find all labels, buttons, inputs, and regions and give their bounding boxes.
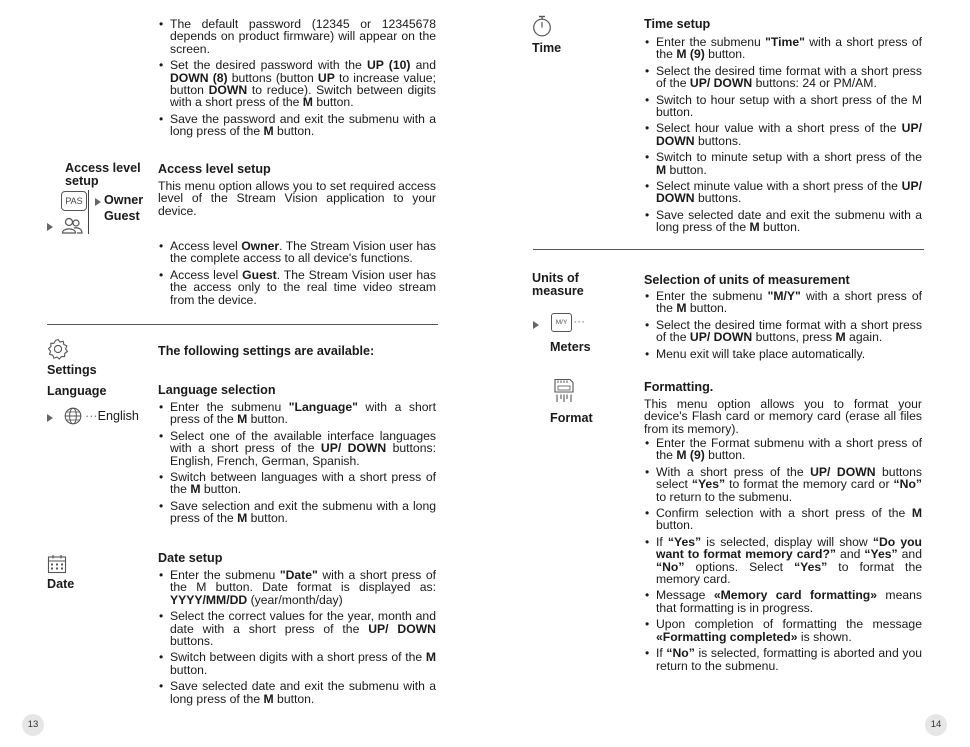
units-icon xyxy=(551,313,572,332)
memory-card-icon xyxy=(553,378,575,404)
access-divider xyxy=(88,190,89,234)
owner-option: Owner xyxy=(104,193,144,207)
language-value-text: English xyxy=(97,409,139,423)
page-number-left: 13 xyxy=(22,714,44,736)
bullet-item: • Enter the submenu "Time" with a short press of the M (9) button. xyxy=(644,36,922,61)
left-divider xyxy=(47,324,438,325)
bullet-item: • Save selected date and exit the submenu with a long press of the M button. xyxy=(644,209,922,234)
format-label: Format xyxy=(550,411,593,425)
bullet-item: • Switch between languages with a short press of the M button. xyxy=(158,471,436,496)
bullet-item: • Menu exit will take place automatically. xyxy=(644,348,922,360)
units-title: Selection of units of measurement xyxy=(644,273,850,287)
bullet-item: • Enter the submenu "Language" with a short press of the M button. xyxy=(158,401,436,426)
bullet-item: • If “Yes” is selected, display will show “Do you want to format memory card?” and “Yes” and “No” options. Select “Yes” to format the memory card. xyxy=(644,536,922,586)
bullet-item: • Enter the submenu "M/Y" with a short press of the M button. xyxy=(644,290,922,315)
bullet-item: • Select one of the available interface languages with a short press of the UP/ DOWN buttons: English, French, German, Spanish. xyxy=(158,430,436,467)
selection-triangle-icon xyxy=(47,221,53,233)
page-number-right: 14 xyxy=(925,714,947,736)
language-dots: ··· xyxy=(85,409,98,423)
units-icon-text: M/Y xyxy=(555,319,568,326)
bullet-item: • Enter the submenu "Date" with a short press of the M button. Date format is displayed as: YYYY/MM/DD (year/month/day) xyxy=(158,569,436,606)
bullet-item: • Save the password and exit the submenu with a long press of the M button. xyxy=(158,113,436,138)
calendar-icon xyxy=(47,554,67,574)
bullet-item: • Select hour value with a short press of the UP/ DOWN buttons. xyxy=(644,122,922,147)
units-dots: ··· xyxy=(573,314,586,328)
bullet-item: • Access level Owner. The Stream Vision user has the complete access to all device's functions. xyxy=(158,240,436,265)
bullet-item: • Save selection and exit the submenu with a long press of the M button. xyxy=(158,500,436,525)
bullet-item: • Confirm selection with a short press of the M button. xyxy=(644,507,922,532)
access-level-title: Access level setup xyxy=(158,162,271,176)
bullet-item: • Access level Guest. The Stream Vision user has the access only to the real time video stream from the device. xyxy=(158,269,436,306)
access-level-bullets xyxy=(158,240,436,310)
bullet-item: • Switch between digits with a short press of the M button. xyxy=(158,651,436,676)
time-title: Time setup xyxy=(644,17,711,31)
time-label: Time xyxy=(532,41,562,55)
language-value xyxy=(85,410,139,422)
right-divider xyxy=(533,249,924,250)
settings-label: Settings xyxy=(47,363,97,377)
format-paragraph: This menu option allows you to format your device's Flash card or memory card (erase all files from its memory). xyxy=(644,397,922,436)
units-triangle-icon xyxy=(533,319,539,331)
bullet-item: • Switch to hour setup with a short press of the M button. xyxy=(644,94,922,119)
bullet-item: • Enter the Format submenu with a short press of the M (9) button. xyxy=(644,437,922,462)
settings-heading: The following settings are available: xyxy=(158,344,375,358)
format-bullets xyxy=(644,437,922,676)
date-bullets xyxy=(158,569,436,709)
guest-option: Guest xyxy=(104,209,140,223)
language-title: Language selection xyxy=(158,383,276,397)
time-bullets xyxy=(644,36,922,238)
bullet-item: • If “No” is selected, formatting is aborted and you return to the submenu. xyxy=(644,647,922,672)
units-bullets xyxy=(644,290,922,364)
date-title: Date setup xyxy=(158,551,223,565)
format-title: Formatting. xyxy=(644,380,714,394)
password-bullets xyxy=(158,18,436,142)
bullet-item: • Save selected date and exit the submenu with a long press of the M button. xyxy=(158,680,436,705)
access-level-side-label: Access level setup xyxy=(65,161,141,188)
language-bullets xyxy=(158,401,436,529)
pas-icon xyxy=(61,191,87,211)
units-side-label: Units of measure xyxy=(532,271,584,298)
bullet-item: • Message «Memory card formatting» means that formatting is in progress. xyxy=(644,589,922,614)
bullet-item: • With a short press of the UP/ DOWN buttons select “Yes” to format the memory card or “No” to return to the submenu. xyxy=(644,466,922,503)
date-label: Date xyxy=(47,577,75,591)
bullet-item: • Select the correct values for the year, month and date with a short press of the UP/ DOWN buttons. xyxy=(158,610,436,647)
users-icon xyxy=(61,217,83,235)
access-level-paragraph: This menu option allows you to set required access level of the Stream Vision application to your device. xyxy=(158,179,436,218)
stopwatch-icon xyxy=(532,15,552,37)
globe-icon xyxy=(64,407,82,425)
language-triangle-icon xyxy=(47,412,53,424)
owner-triangle-icon xyxy=(95,196,101,208)
pas-icon-text: PAS xyxy=(65,196,83,206)
bullet-item: • Switch to minute setup with a short press of the M button. xyxy=(644,151,922,176)
bullet-item: • Select the desired time format with a short press of the UP/ DOWN buttons, press M again. xyxy=(644,319,922,344)
bullet-item: • The default password (12345 or 12345678 depends on product firmware) will appear on the screen. xyxy=(158,18,436,55)
bullet-item: • Select minute value with a short press of the UP/ DOWN buttons. xyxy=(644,180,922,205)
bullet-item: • Set the desired password with the UP (10) and DOWN (8) buttons (button UP to increase value; button DOWN to reduce). Switch between digits with a short press of the M button. xyxy=(158,59,436,109)
language-side-label: Language xyxy=(47,384,107,398)
units-value: Meters xyxy=(550,340,591,354)
bullet-item: • Select the desired time format with a short press of the UP/ DOWN buttons: 24 or PM/AM. xyxy=(644,65,922,90)
bullet-item: • Upon completion of formatting the message «Formatting completed» is shown. xyxy=(644,618,922,643)
gear-icon xyxy=(47,338,69,360)
